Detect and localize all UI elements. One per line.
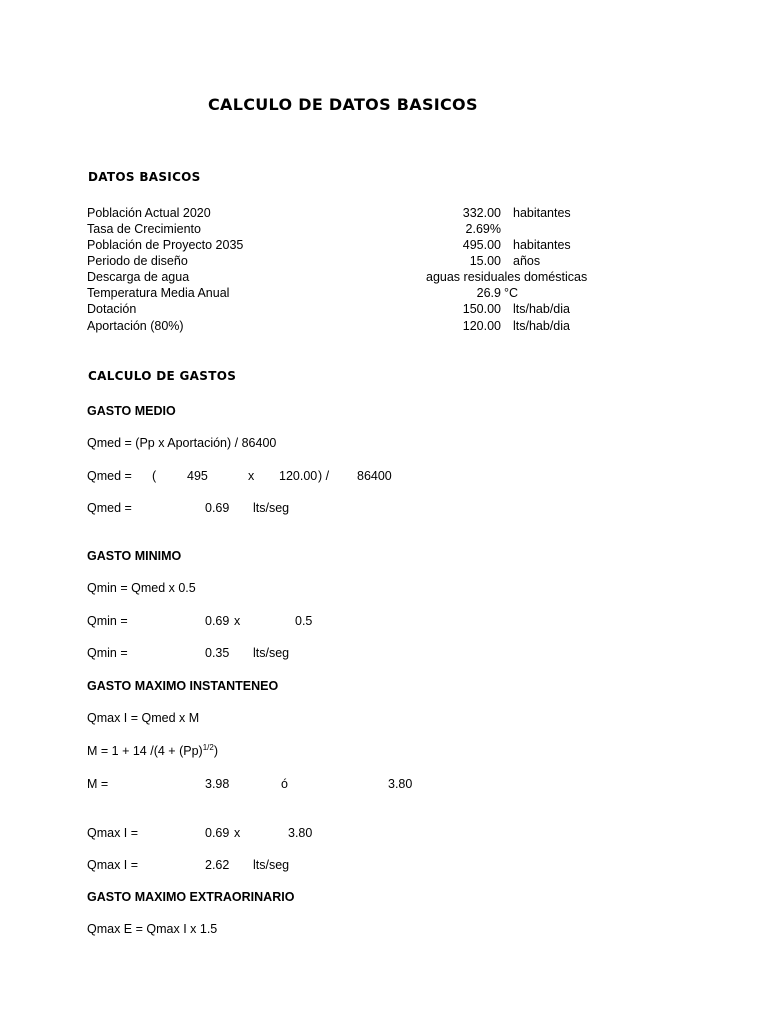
dato-value: 120.00 [462,319,501,333]
gasto-medio-sub-label: Qmed = [87,469,132,483]
m-value-alt: 3.80 [388,777,413,791]
dato-unit: lts/hab/dia [513,302,570,316]
gasto-minimo-result-unit: lts/seg [253,646,290,660]
gasto-instantaneo-formula: Qmax I = Qmed x M [87,711,200,725]
m-or: ó [281,777,288,791]
dato-unit: °C [504,286,519,300]
gasto-instantaneo-sub-m: 3.80 [288,826,313,840]
gasto-medio-pp: 495 [187,469,208,483]
gasto-medio-formula: Qmed = (Pp x Aportación) / 86400 [87,436,277,450]
dato-label: Población de Proyecto 2035 [87,238,244,252]
m-formula-exponent: 1/2 [202,743,214,752]
gasto-medio-times: x [248,469,255,483]
gasto-extraordinario-heading: GASTO MAXIMO EXTRAORINARIO [87,890,295,904]
gasto-instantaneo-result-value: 2.62 [205,858,230,872]
gasto-minimo-times: x [234,614,241,628]
gasto-minimo-formula: Qmin = Qmed x 0.5 [87,581,196,595]
dato-label: Temperatura Media Anual [87,286,230,300]
gasto-extraordinario-formula: Qmax E = Qmax I x 1.5 [87,922,218,936]
gasto-minimo-sub-value: 0.69 [205,614,230,628]
gasto-instantaneo-result-label: Qmax I = [87,858,139,872]
dato-unit: años [513,254,541,268]
gasto-medio-result-unit: lts/seg [253,501,290,515]
gasto-medio-divisor: 86400 [357,469,392,483]
page-title: CALCULO DE DATOS BASICOS [208,95,478,114]
gasto-instantaneo-heading: GASTO MAXIMO INSTANTENEO [87,679,279,693]
dato-value: 2.69% [465,222,501,236]
m-formula-pre: M = 1 + 14 /(4 + (Pp) [87,744,203,758]
gasto-minimo-result-value: 0.35 [205,646,230,660]
gasto-medio-result-value: 0.69 [205,501,230,515]
m-formula [87,744,218,759]
dato-value: 26.9 [476,286,501,300]
calculo-gastos-heading: CALCULO DE GASTOS [88,369,237,383]
dato-label: Descarga de agua [87,270,190,284]
gasto-instantaneo-times: x [234,826,241,840]
gasto-instantaneo-sub-label: Qmax I = [87,826,139,840]
dato-label: Aportación (80%) [87,319,184,333]
gasto-instantaneo-result-unit: lts/seg [253,858,290,872]
datos-basicos-heading: DATOS BASICOS [88,170,201,184]
gasto-medio-heading: GASTO MEDIO [87,404,176,418]
gasto-minimo-sub-label: Qmin = [87,614,128,628]
dato-value: 15.00 [469,254,501,268]
dato-label: Dotación [87,302,137,316]
dato-unit: habitantes [513,206,571,220]
dato-value: 150.00 [462,302,501,316]
dato-value: aguas residuales domésticas [426,270,588,284]
dato-label: Periodo de diseño [87,254,188,268]
m-value: 3.98 [205,777,230,791]
gasto-medio-open-paren: ( [152,469,157,483]
dato-unit: habitantes [513,238,571,252]
gasto-minimo-factor: 0.5 [295,614,313,628]
gasto-medio-aport: 120.00 [279,469,318,483]
m-label: M = [87,777,109,791]
gasto-minimo-result-label: Qmin = [87,646,128,660]
gasto-instantaneo-sub-value: 0.69 [205,826,230,840]
dato-value: 332.00 [462,206,501,220]
dato-value: 495.00 [462,238,501,252]
dato-label: Tasa de Crecimiento [87,222,201,236]
gasto-medio-result-label: Qmed = [87,501,132,515]
dato-label: Población Actual 2020 [87,206,211,220]
m-formula-post: ) [213,744,218,758]
dato-unit: lts/hab/dia [513,319,570,333]
gasto-minimo-heading: GASTO MINIMO [87,549,182,563]
gasto-medio-close-div: ) / [318,469,330,483]
